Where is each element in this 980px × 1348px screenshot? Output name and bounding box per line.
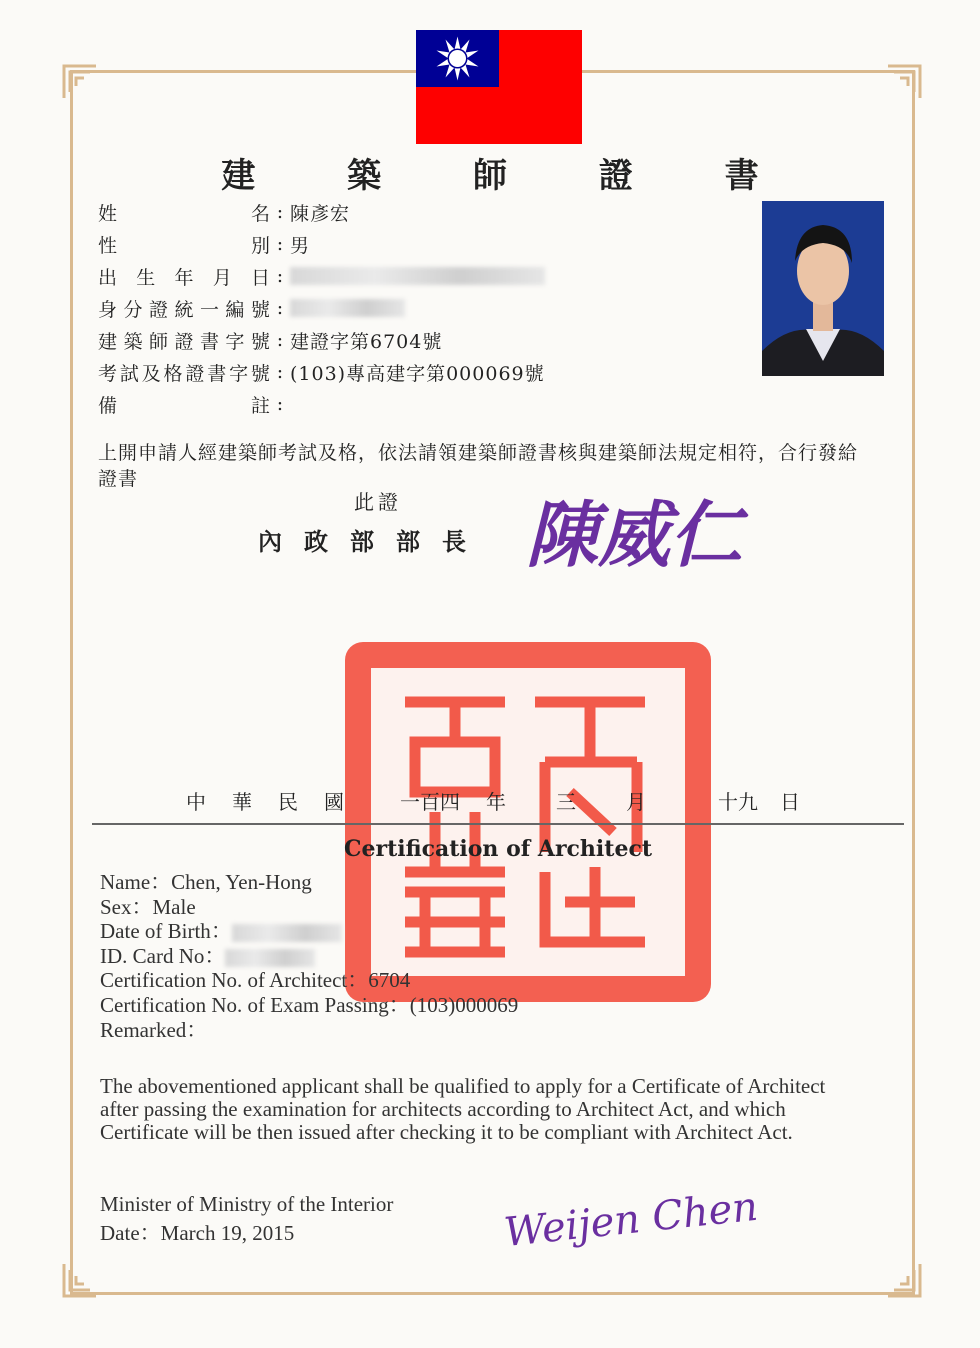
en-value: (103)000069 xyxy=(409,992,519,1017)
en-signature-block xyxy=(100,1190,393,1248)
zh-field-remarks: 備 註 : xyxy=(98,388,748,420)
zh-field-id: 身 分 證 統 一 編 號 : xyxy=(98,292,748,324)
zh-cizheng: 此證 xyxy=(354,490,402,514)
en-field-exam-no: Certification No. of Exam Passing：(103)000069 xyxy=(100,992,519,1017)
en-label: Sex xyxy=(100,894,132,919)
en-field-list xyxy=(100,870,518,1042)
zh-label: 備 註 xyxy=(98,394,270,417)
zh-value: (103)專高建字第000069號 xyxy=(290,362,545,385)
en-field-birth: Date of Birth： xyxy=(100,919,518,944)
corner-ornament-icon xyxy=(62,1262,98,1298)
en-value: 6704 xyxy=(368,968,411,993)
portrait-photo xyxy=(762,201,884,376)
en-label: Certification No. of Exam Passing xyxy=(100,992,389,1017)
minister-signature-zh xyxy=(520,480,780,580)
date-char: 中 xyxy=(186,790,206,814)
roc-flag-icon xyxy=(416,30,582,144)
en-value: Male xyxy=(152,894,196,919)
zh-signature-text: 陳威仁 xyxy=(526,492,743,577)
zh-label: 性 別 xyxy=(98,234,270,257)
zh-minister-title: 內政部部長 xyxy=(258,527,488,556)
en-issue-date: Date：March 19, 2015 xyxy=(100,1221,295,1245)
zh-field-name: 姓 名 : 陳彥宏 xyxy=(98,196,748,228)
zh-field-birth: 出 生 年 月 日 : xyxy=(98,260,748,292)
corner-ornament-icon xyxy=(886,1262,922,1298)
date-char: 年 xyxy=(486,790,506,814)
redacted-value xyxy=(225,949,315,967)
zh-label: 考 試 及 格 證 書 字 號 xyxy=(98,362,270,385)
en-label: Name xyxy=(100,870,151,894)
en-field-name: Name：Chen, Yen-Hong xyxy=(100,870,312,894)
certificate-title: 建 築 師 證 書 xyxy=(221,156,799,196)
date-char: 國 xyxy=(324,790,344,814)
redacted-value xyxy=(232,924,342,942)
redacted-value xyxy=(290,299,405,317)
date-char: 一百四 xyxy=(400,790,460,814)
zh-label: 出 生 年 月 日 xyxy=(98,266,270,289)
zh-field-sex: 性 別 : 男 xyxy=(98,228,748,260)
zh-field-list xyxy=(98,196,748,420)
date-char: 民 xyxy=(278,790,298,814)
en-value: Chen, Yen-Hong xyxy=(171,870,312,894)
zh-value: 陳彥宏 xyxy=(290,202,351,225)
en-field-remarks: Remarked： xyxy=(100,1017,208,1042)
date-char: 華 xyxy=(232,790,252,814)
zh-label: 姓 名 xyxy=(98,202,270,225)
redacted-value xyxy=(290,267,545,285)
zh-label: 建 築 師 證 書 字 號 xyxy=(98,330,270,353)
en-label: ID. Card No xyxy=(100,943,205,968)
en-field-sex: Sex：Male xyxy=(100,894,196,919)
corner-ornament-icon xyxy=(886,64,922,100)
corner-ornament-icon xyxy=(62,64,98,100)
zh-field-cert-no: 建 築 師 證 書 字 號 : 建證字第6704號 xyxy=(98,324,748,356)
en-label: Remarked xyxy=(100,1017,187,1042)
zh-statement: 上開申請人經建築師考試及格，依法請領建築師證書核與建築師法規定相符，合行發給證書 xyxy=(98,442,859,490)
date-char: 月 xyxy=(626,790,646,814)
en-statement: The abovementioned applicant shall be qualified to apply for a Certificate of Architect after passing the examination for architects according to Architect Act, and which Certificate will be then issued after checking it to be compliant with Architect Act. xyxy=(100,1074,826,1144)
en-signature-text: Weijen Chen xyxy=(501,1183,761,1257)
en-field-id: ID. Card No： xyxy=(100,944,518,969)
date-char: 三 xyxy=(556,790,576,814)
section-divider xyxy=(92,823,904,825)
zh-field-exam-no: 考 試 及 格 證 書 字 號 : (103)專高建字第000069號 xyxy=(98,356,748,388)
en-title: Certification of Architect xyxy=(343,836,653,862)
en-field-cert-no: Certification No. of Architect：6704 xyxy=(100,968,411,993)
en-label: Certification No. of Architect xyxy=(100,968,348,993)
minister-signature-en xyxy=(500,1178,770,1268)
date-char: 十九 xyxy=(718,790,758,814)
date-char: 日 xyxy=(780,790,800,814)
zh-issue-date xyxy=(186,786,826,815)
zh-value: 建證字第6704號 xyxy=(290,330,443,353)
en-label: Date of Birth xyxy=(100,919,211,944)
en-minister-title: Minister of Ministry of the Interior xyxy=(100,1192,394,1216)
zh-value: 男 xyxy=(290,234,311,257)
zh-label: 身 分 證 統 一 編 號 xyxy=(98,298,270,321)
